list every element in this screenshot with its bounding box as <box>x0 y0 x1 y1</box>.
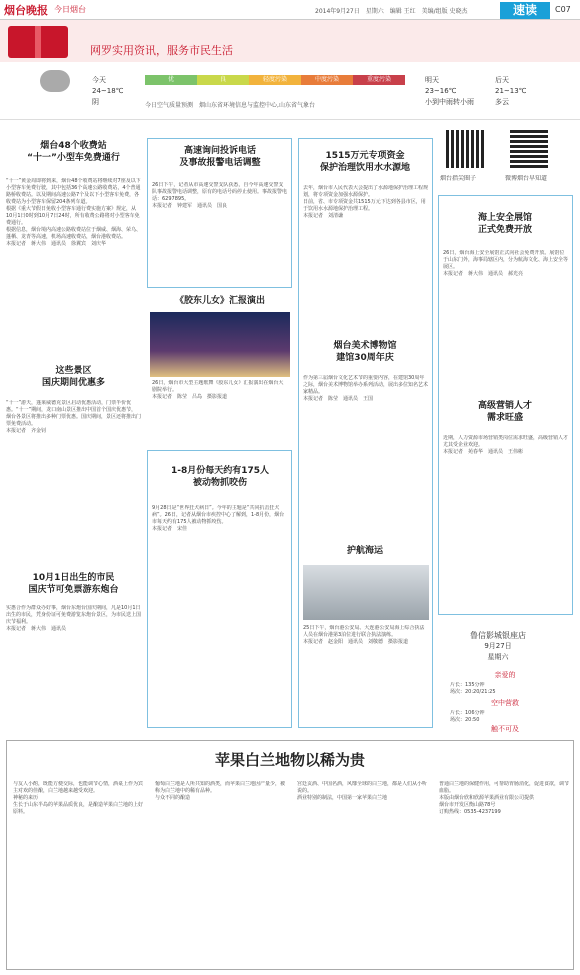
article-title: 高速询问投诉电话 及事故报警电话调整 <box>179 146 261 168</box>
article-body: 去年，烟台市人民代表大会提出了水源地保护治理工程规划，将专项资金加强水源保护。 日前，省、市专项资金共1515万元下达到各县市区，用于饮用水水源地保护治理工程。 本报记者 刘清谦 <box>303 185 429 219</box>
film-title: 亲爱的 <box>494 671 516 679</box>
today-cond: 阴 <box>92 98 99 106</box>
qr-label: 烟台指尖圈子 <box>440 175 477 182</box>
article-body: 26日下午，记者从市高速交警支队获悉，自今年高速交警支队事故报警电话调整，原有的电话号码停止使用。事故报警电话：6297895。 本报记者 钟建军 通讯员 国良 <box>152 182 288 209</box>
header-subtitle: 今日烟台 <box>54 5 86 14</box>
advertorial-col: 葡萄白兰地是人所共知的酒类，而苹果白兰地因产量少，被称为白兰地中的稀有品种。 与众不同的酿造 <box>155 781 285 801</box>
qr-label: 微博烟台早知道 <box>505 175 548 182</box>
weather-tomorrow <box>425 75 474 108</box>
article-body: 9月28日是“世界狂犬病日”。今年的主题是“共同抗击狂犬病”。26日，记者从烟台市疾控中心了解到，1-8月份，烟台市每天约有175人被动物抓咬伤。 本报记者 宋佳 <box>152 505 285 532</box>
advertorial-col: 宫廷贡酒、中国名酒，风靡全球的白兰地，都是人们从小听说的。 酒业特别的制法，中国第一家苹果白兰地 <box>297 781 427 801</box>
film-title: 空中营救 <box>491 699 519 707</box>
article-title: 海上安全展馆 正式免费开放 <box>477 213 532 235</box>
advertorial <box>6 740 574 970</box>
article-title: 烟台48个收费站 “十一”小型车免费通行 <box>27 141 120 163</box>
film-info: 片长：135分钟 场次：20:20/21:25 <box>450 682 496 695</box>
article-title: 1-8月份每天约有175人 被动物抓咬伤 <box>170 466 270 488</box>
aqi-level: 重度污染 <box>353 75 405 85</box>
newspaper-logo: 烟台晚报 <box>4 4 48 17</box>
weather-bar <box>0 62 580 120</box>
article-title: 《胶东儿女》汇报演出 <box>174 296 265 306</box>
aqi-source: 烟山东省环境信息与监控中心,山东省气象台 <box>199 102 315 109</box>
gift-icon <box>8 26 68 58</box>
film-title: 触不可及 <box>491 725 519 733</box>
header-date: 2014年9月27日 星期六 编辑 王红 美编/组版 史晓杰 <box>315 8 468 15</box>
weather-today <box>92 75 124 108</box>
aqi-level: 中度污染 <box>301 75 353 85</box>
after-cond: 多云 <box>495 98 509 106</box>
tomorrow-cond: 小到中雨转小雨 <box>425 98 474 106</box>
aqi-note-label: 今日空气质量预测 <box>145 102 194 109</box>
page-header <box>0 0 580 20</box>
weather-after <box>495 75 527 108</box>
advertorial-col: 与友人小酌，既能方便交际，也能调节心情，酒桌上作为宾主对欢的佳酿，白兰地越来越受欢迎。 神秘的来历 生长于山东半岛的苹果品质优良，是酿造苹果白兰地的上好原料。 <box>13 781 143 815</box>
banner <box>0 20 580 62</box>
advertorial-col: 普通白兰地的保健作用，可帮助胃肠消化，促进食欲，调节血脂。 本版由烟台欣和欣源苹果酒业有限公司提供 烟台市开发区衡山路78号 订购热线：0535-4237199 <box>439 781 569 815</box>
qr-code-icon <box>446 130 484 168</box>
article-body: 26日，烟台海上安全展馆正式向社会免费开放。展馆位于山东门外，海事局辖区内，分为航海文化、海上安全等展区。 本报记者 蒋大伟 通讯员 郝光亮 <box>443 250 569 277</box>
today-label: 今天 <box>92 76 106 84</box>
article-body: 25日下午，烟台港公安局、大连港公安局海上综合执法人员在烟台港第3泊位进行联合执法演练。 本报记者 赵金阳 通讯员 刘敬德 摄影报道 <box>303 625 425 645</box>
article-body: 作为第三届烟台文化艺术节的重要内容，在建馆30周年之际，烟台美术博物馆举办系列活动，展出多位知名艺术家精品。 本报记者 陈莹 通讯员 王国 <box>303 375 429 402</box>
section-label: 速读 <box>500 2 550 19</box>
page-number: C07 <box>555 5 571 14</box>
aqi-level: 良 <box>197 75 249 85</box>
article-body: 近期，人力资源市场营销类岗位需求旺盛，高级营销人才尤其受企业欢迎。 本报记者 苑春华 通讯员 王伟彬 <box>443 435 569 455</box>
article-title: 10月1日出生的市民 国庆节可免票游东炮台 <box>28 573 119 595</box>
patrol-photo <box>303 565 429 620</box>
aqi-level: 优 <box>145 75 197 85</box>
cloud-icon <box>40 70 70 92</box>
article-title: 烟台美术博物馆 建馆30周年庆 <box>333 341 397 363</box>
tomorrow-label: 明天 <box>425 76 439 84</box>
article-body: “十一”游天，蓬莱威德克景区启动优惠活动，门票半价优惠。“十一”期间，龙口南山景区推出中国首个国庆优惠节，烟台各景区将推出多种门票优惠。国庆期间，景区还将推出门票免费活动。 本报记者 齐金钊 <box>6 400 141 434</box>
article-title: 护航海运 <box>346 546 383 556</box>
article-body: 实惠合作为群众办好事，烟台东炮台国庆期间，凡是10月1日出生的市民，凭身份证可免费游览东炮台景区，为市民送上国庆节福利。 本报记者 蒋大伟 通讯员 <box>6 605 141 632</box>
qr-code-icon <box>510 130 548 168</box>
after-temp: 21~13℃ <box>495 87 527 95</box>
aqi-note <box>145 100 315 109</box>
tomorrow-temp: 23~16℃ <box>425 87 457 95</box>
aqi-scale <box>145 75 405 85</box>
schedule-weekday: 星期六 <box>487 653 509 661</box>
stage-photo <box>150 312 290 377</box>
article-body: 26日，烟台市大型主题歌舞《胶东儿女》汇报演出在烟台大剧院举行。 本报记者 陈莹 吕岛 摄影报道 <box>152 380 284 400</box>
banner-text: 网罗实用资讯，服务市民生活 <box>90 44 233 57</box>
advertorial-title: 苹果白兰地物以稀为贵 <box>214 751 365 769</box>
film-info: 片长：106分钟 场次：20:50 <box>450 710 485 723</box>
article-title: 1515万元专项资金 保护治理饮用水水源地 <box>319 151 410 173</box>
aqi-level: 轻度污染 <box>249 75 301 85</box>
schedule-date: 9月27日 <box>484 642 512 650</box>
today-temp: 24~18℃ <box>92 87 124 95</box>
article-body: “十一”黄金周即将到来，烟台48个收费站将继续对7座及以下小型客车免费行驶，其中包括36个高速公路收费站，4个普通路桥收费站。以及期间高速公路7个及以下小型客车免费，各收费站为小型客车保留204条列车道。 根据《重大节假日免收小型客车通行费实施方案》规定，从10月1日0时到10月7日24时，所有收费公路将对小型客车免费通行。 根据信息，烟台境内高速公路收费站位于烟威、烟海、荣乌、蓬栖、龙青等高速，机场高速收费站，烟台港收费站。 本报记者 蒋大伟 通讯员 徐翼宾 刘庆华 <box>6 178 141 247</box>
article-title: 这些景区 国庆期间优惠多 <box>41 366 105 388</box>
article-title: 高级营销人才 需求旺盛 <box>477 401 532 423</box>
after-label: 后天 <box>495 76 509 84</box>
cinema-name: 鲁信影城银座店 <box>470 631 526 640</box>
